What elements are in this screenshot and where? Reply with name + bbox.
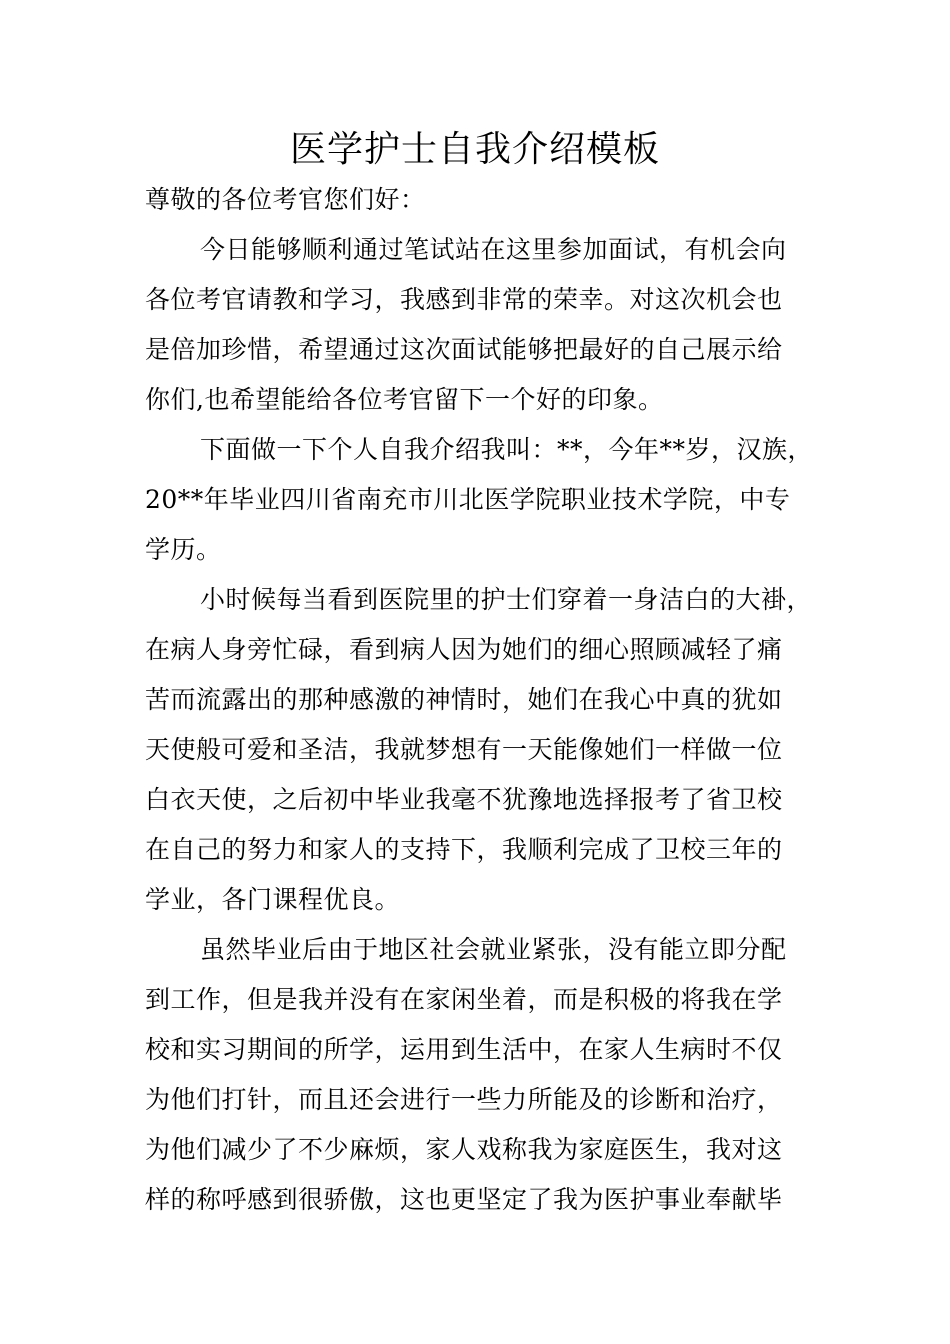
paragraph-3-line-3: 苦而流露出的那种感激的神情时，她们在我心中真的犹如 [145,685,783,714]
paragraph-1-line-3: 是倍加珍惜，希望通过这次面试能够把最好的自己展示给 [145,335,783,364]
paragraph-3-line-7: 学业，各门课程优良。 [145,885,401,914]
paragraph-4-line-3: 校和实习期间的所学，运用到生活中，在家人生病时不仅 [145,1035,783,1064]
paragraph-1-line-1: 今日能够顺利通过笔试站在这里参加面试，有机会向 [200,235,787,264]
paragraph-3-line-4: 天使般可爱和圣洁，我就梦想有一天能像她们一样做一位 [145,735,783,764]
paragraph-2-line-1: 下面做一下个人自我介绍我叫：**，今年**岁，汉族， [200,435,814,464]
paragraph-1-line-2: 各位考官请教和学习，我感到非常的荣幸。对这次机会也 [145,285,783,314]
paragraph-1-line-4: 你们,也希望能给各位考官留下一个好的印象。 [145,385,664,414]
paragraph-2-line-3: 学历。 [145,535,222,564]
document-title: 医学护士自我介绍模板 [289,129,660,170]
paragraph-4-line-6: 样的称呼感到很骄傲，这也更坚定了我为医护事业奉献毕 [145,1185,783,1214]
greeting-line: 尊敬的各位考官您们好： [145,185,426,214]
paragraph-4-line-1: 虽然毕业后由于地区社会就业紧张，没有能立即分配 [200,935,787,964]
paragraph-3-line-6: 在自己的努力和家人的支持下，我顺利完成了卫校三年的 [145,835,783,864]
paragraph-3-line-1: 小时候每当看到医院里的护士们穿着一身洁白的大褂， [200,585,813,614]
paragraph-2-line-2: 20**年毕业四川省南充市川北医学院职业技术学院，中专 [145,485,791,514]
paragraph-4-line-2: 到工作，但是我并没有在家闲坐着，而是积极的将我在学 [145,985,783,1014]
paragraph-3-line-2: 在病人身旁忙碌，看到病人因为她们的细心照顾减轻了痛 [145,635,783,664]
paragraph-4-line-5: 为他们减少了不少麻烦，家人戏称我为家庭医生，我对这 [145,1135,783,1164]
paragraph-3-line-5: 白衣天使，之后初中毕业我毫不犹豫地选择报考了省卫校 [145,785,783,814]
paragraph-4-line-4: 为他们打针，而且还会进行一些力所能及的诊断和治疗， [145,1085,783,1114]
